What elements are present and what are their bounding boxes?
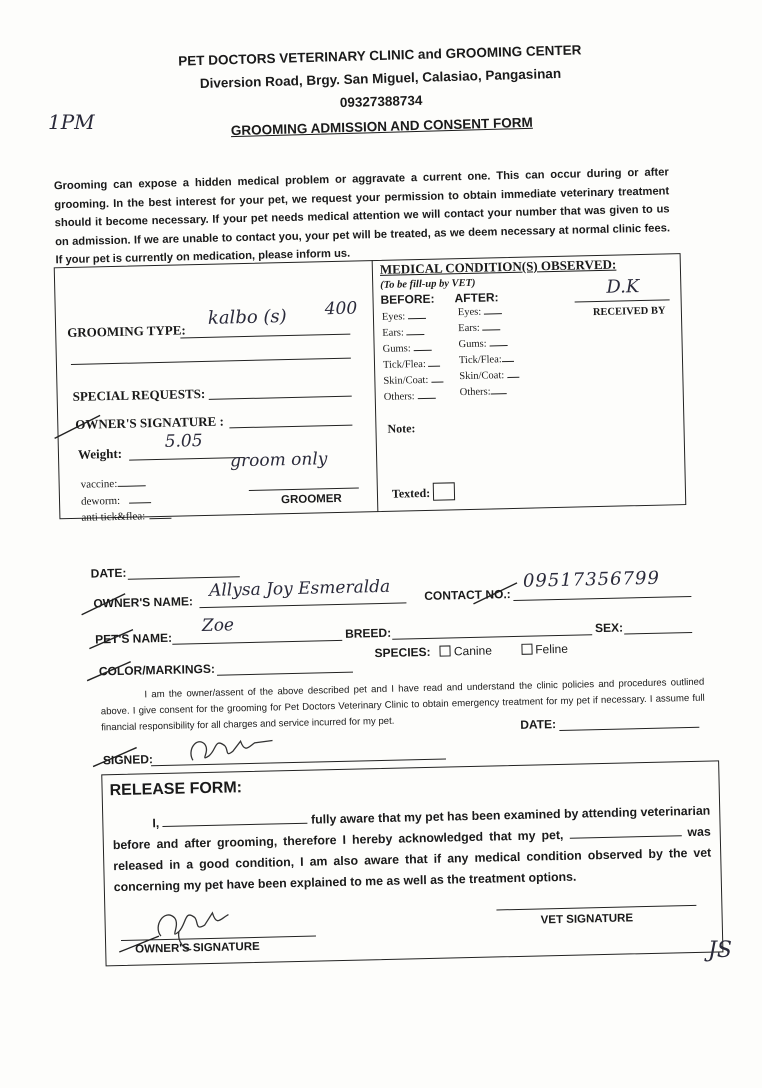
- anti-tick-field[interactable]: [149, 518, 171, 519]
- date-label: DATE:: [90, 565, 127, 581]
- check-mark-icon: [85, 658, 134, 685]
- species-label: SPECIES:: [374, 644, 431, 661]
- after-others-field[interactable]: [491, 393, 507, 394]
- contact-value: 09517356799: [522, 567, 661, 592]
- release-owner-signature-label: OWNER'S SIGNATURE: [135, 940, 260, 956]
- consent-paragraph: I am the owner/assent of the above described pet and I have read and understand the clinic policies and procedures outlined above. I give consent for the grooming for Pet Doctors Veterinary Clinic to obtain emergency treatment for my pet if necessary. I assume full financial responsibility for all charges and service incurred for my pet.: [100, 676, 705, 734]
- owner-signature-scribble: [184, 728, 275, 768]
- before-ears: Ears:: [382, 327, 405, 339]
- check-mark-icon: [91, 744, 140, 771]
- owner-signature-label: OWNER'S SIGNATURE :: [75, 413, 224, 432]
- date-field[interactable]: [128, 576, 240, 580]
- groomer-label: GROOMER: [280, 492, 342, 507]
- before-label: BEFORE:: [380, 291, 435, 307]
- grooming-type-label: GROOMING TYPE:: [67, 322, 186, 341]
- before-ears-field[interactable]: [407, 334, 425, 335]
- pet-name-field[interactable]: [172, 640, 342, 645]
- weight-value: 5.05: [164, 431, 203, 452]
- anti-tick-label: anti tick&flea:: [81, 510, 146, 524]
- owner-name-field[interactable]: [199, 602, 406, 608]
- clinic-phone: 09327388734: [339, 92, 423, 111]
- clinic-name: PET DOCTORS VETERINARY CLINIC and GROOMING CENTER: [178, 42, 582, 69]
- release-text-1: fully aware that my pet has been examined by attending veterinarian before and after grooming, therefore I hereby acknowledged that my pet,: [112, 803, 711, 853]
- clinic-address: Diversion Road, Brgy. San Miguel, Calasiao, Pangasinan: [199, 65, 562, 92]
- release-signature-scribble: [148, 898, 239, 958]
- feline-checkbox[interactable]: [521, 644, 532, 655]
- intake-box: [54, 253, 687, 519]
- contact-field[interactable]: [513, 596, 691, 601]
- signed-date-label: DATE:: [520, 717, 557, 732]
- color-label: COLOR/MARKINGS:: [98, 661, 216, 679]
- breed-field[interactable]: [392, 634, 592, 640]
- check-mark-icon: [117, 933, 161, 954]
- received-by-label: RECEIVED BY: [592, 305, 666, 319]
- note-label: Note:: [387, 421, 416, 436]
- feline-option[interactable]: [521, 642, 568, 657]
- color-field[interactable]: [217, 672, 353, 676]
- vaccine-label: vaccine:: [80, 477, 118, 491]
- after-eyes: Eyes:: [457, 306, 482, 319]
- after-gums-field[interactable]: [489, 345, 507, 346]
- weight-label: Weight:: [77, 445, 123, 462]
- before-gums: Gums:: [382, 343, 411, 355]
- after-ears-field[interactable]: [482, 329, 500, 330]
- owner-name-value: Allysa Joy Esmeralda: [208, 576, 391, 601]
- before-checklist: [382, 309, 444, 406]
- before-eyes-field[interactable]: [408, 318, 426, 319]
- before-skin-field[interactable]: [431, 382, 443, 383]
- after-tick-field[interactable]: [502, 361, 514, 362]
- received-by-value: D.K: [606, 276, 640, 298]
- after-label: AFTER:: [454, 290, 499, 306]
- special-requests-label: SPECIAL REQUESTS:: [72, 385, 206, 404]
- groomer-note: groom only: [229, 449, 328, 472]
- pet-name-value: Zoe: [201, 615, 235, 637]
- form-title: GROOMING ADMISSION AND CONSENT FORM: [230, 114, 533, 139]
- canine-checkbox[interactable]: [440, 645, 451, 656]
- after-ears: Ears:: [458, 322, 480, 335]
- release-i-label: I,: [152, 816, 160, 831]
- deworm-label: deworm:: [80, 494, 121, 508]
- check-mark-icon: [471, 579, 522, 608]
- before-skin: Skin/Coat:: [383, 374, 429, 387]
- initials-note: JS: [708, 938, 732, 963]
- before-tick: Tick/Flea:: [382, 358, 426, 371]
- release-paragraph: [112, 801, 712, 899]
- before-gums-field[interactable]: [413, 350, 431, 351]
- deworm-field[interactable]: [129, 502, 151, 503]
- release-text-2: was released in a good condition, I am also aware that if any medical condition observed by the vet concerning my pet have been explained to me as well as the treatment options.: [113, 824, 712, 895]
- after-eyes-field[interactable]: [484, 313, 502, 314]
- medical-condition-title: MEDICAL CONDITION(S) OBSERVED:: [379, 256, 617, 277]
- after-gums: Gums:: [458, 338, 487, 351]
- before-others: Others:: [383, 391, 415, 403]
- check-mark-icon: [79, 590, 130, 619]
- breed-label: BREED:: [344, 625, 392, 641]
- after-checklist: [458, 304, 520, 401]
- after-skin: Skin/Coat:: [459, 370, 505, 383]
- vaccine-field[interactable]: [117, 485, 145, 487]
- sex-label: SEX:: [594, 620, 624, 636]
- owner-name-label: OWNER'S NAME:: [93, 594, 194, 611]
- pet-name-label: PET'S NAME:: [95, 630, 173, 647]
- before-tick-field[interactable]: [428, 366, 440, 367]
- check-mark-icon: [87, 626, 136, 653]
- signed-date-field[interactable]: [559, 727, 699, 731]
- sex-field[interactable]: [624, 632, 692, 635]
- check-mark-icon: [52, 411, 103, 442]
- vet-signature-label: VET SIGNATURE: [540, 912, 634, 927]
- species-row: [374, 642, 568, 660]
- signed-label: SIGNED:: [102, 752, 154, 768]
- grooming-type-value: kalbo (s): [207, 306, 287, 329]
- contact-label: CONTACT NO.:: [424, 587, 511, 604]
- after-skin-field[interactable]: [507, 377, 519, 378]
- intro-paragraph: Grooming can expose a hidden medical problem or aggravate a current one. This can occur during or after grooming. In the best interest for your pet, we request your permission to obtain immediate veterinary treatment should it become necessary. If your pet needs medical attention we will contact your number that was given to us on admission. If we are unable to contact you, your pet will be treated, as we deem necessary at normal clinic fees. If your pet is currently on medication, please inform us.: [53, 166, 671, 267]
- before-eyes: Eyes:: [381, 311, 406, 323]
- grooming-price: 400: [324, 298, 358, 320]
- canine-label: Canine: [453, 643, 493, 659]
- after-tick: Tick/Flea:: [458, 354, 502, 367]
- release-pet-name-field[interactable]: [570, 835, 682, 839]
- canine-option[interactable]: [440, 643, 492, 658]
- time-note: 1PM: [48, 110, 95, 134]
- texted-checkbox[interactable]: [433, 482, 455, 500]
- release-form-title: RELEASE FORM:: [109, 779, 243, 800]
- feline-label: Feline: [535, 641, 569, 657]
- vet-subtitle: (To be fill-up by VET): [380, 277, 476, 291]
- texted-label: Texted:: [391, 485, 431, 501]
- release-owner-name-field[interactable]: [163, 823, 308, 827]
- after-others: Others:: [459, 386, 491, 399]
- before-others-field[interactable]: [417, 398, 435, 399]
